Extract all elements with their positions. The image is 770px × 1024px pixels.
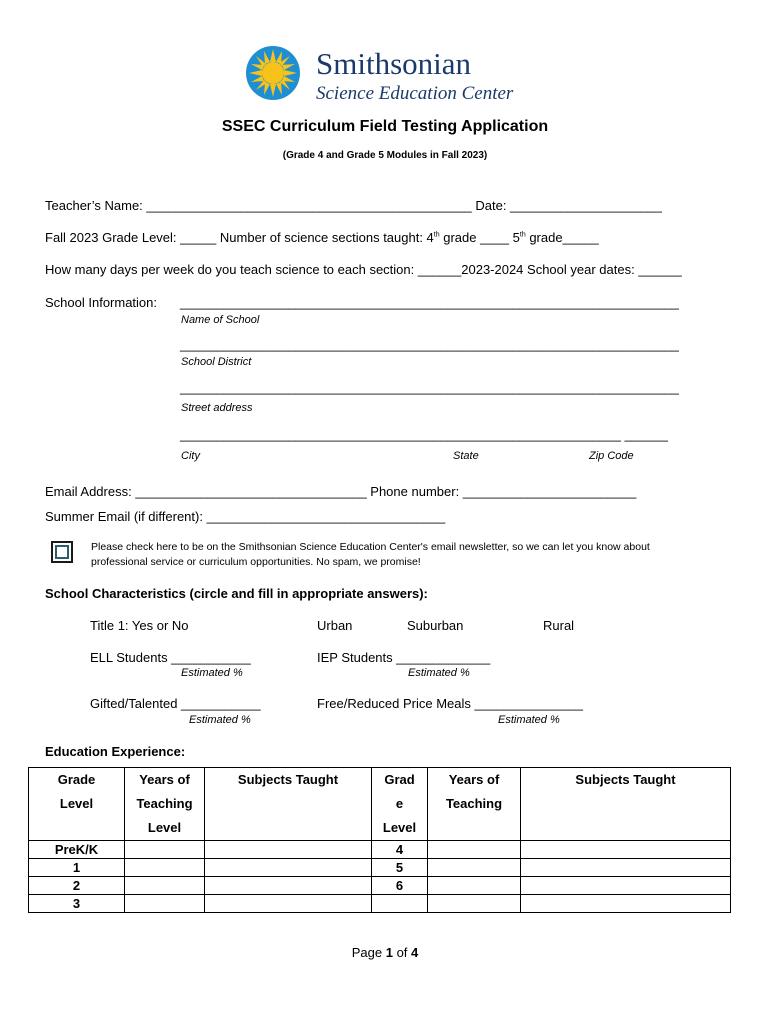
school-district-field[interactable]: _____________________________________________________________________	[180, 337, 679, 352]
city-label: City	[181, 450, 200, 462]
teacher-name-date-line[interactable]: Teacher’s Name: _____________________________________________ Date: _____________________	[45, 198, 662, 213]
years-cell[interactable]	[125, 841, 205, 859]
years-cell[interactable]	[428, 859, 521, 877]
gifted-estimated-label: Estimated %	[189, 714, 251, 726]
urban-option[interactable]: Urban	[317, 618, 353, 633]
header-subjects-taught: Subjects Taught	[205, 768, 372, 841]
grade-cell: 6	[372, 877, 428, 895]
suburban-option[interactable]: Suburban	[407, 618, 464, 633]
gifted-talented-field[interactable]: Gifted/Talented ___________	[90, 696, 261, 711]
page-total: 4	[411, 945, 419, 960]
iep-students-field[interactable]: IEP Students _____________	[317, 650, 491, 665]
grade-level-line[interactable]	[45, 230, 599, 245]
education-heading: Education Experience:	[45, 744, 186, 759]
street-address-label: Street address	[181, 402, 253, 414]
subjects-cell[interactable]	[205, 895, 372, 913]
newsletter-text-2: professional service or curriculum opportunities. No spam, we promise!	[91, 556, 421, 568]
school-district-label: School District	[181, 356, 252, 368]
smithsonian-sun-logo-icon	[245, 45, 301, 101]
name-of-school-label: Name of School	[181, 314, 260, 326]
characteristics-heading: School Characteristics (circle and fill in appropriate answers):	[45, 586, 428, 601]
grade-end-text: grade_____	[525, 230, 599, 245]
document-subtitle: (Grade 4 and Grade 5 Modules in Fall 2023)	[282, 150, 488, 161]
table-row	[29, 877, 731, 895]
subjects-cell[interactable]	[205, 859, 372, 877]
subjects-cell[interactable]	[205, 841, 372, 859]
page-label: Page	[351, 945, 383, 960]
grade-cell: 1	[29, 859, 125, 877]
city-state-zip-field[interactable]: _____________________________________________________________ ______	[180, 427, 669, 442]
street-address-field[interactable]: _____________________________________________________________________	[180, 380, 679, 395]
years-cell[interactable]	[428, 841, 521, 859]
email-phone-line[interactable]: Email Address: ________________________________ Phone number: ________________________	[45, 484, 637, 499]
page-number	[0, 945, 770, 960]
document-title: SSEC Curriculum Field Testing Application	[221, 118, 549, 135]
iep-estimated-label: Estimated %	[408, 667, 470, 679]
subjects-cell[interactable]	[521, 877, 731, 895]
newsletter-checkbox[interactable]	[51, 541, 73, 563]
header-subjects-taught-2: Subjects Taught	[521, 768, 731, 841]
subjects-cell[interactable]	[521, 895, 731, 913]
grade-level-text: Fall 2023 Grade Level: _____ Number of science sections taught: 4	[45, 230, 434, 245]
school-name-field[interactable]: _____________________________________________________________________	[180, 295, 679, 310]
newsletter-text-1: Please check here to be on the Smithsonian Science Education Center's email newsletter, so we can let you know about	[91, 541, 650, 553]
header-grade-level: Grade Level	[29, 768, 125, 841]
grade-cell: 4	[372, 841, 428, 859]
logo-subtitle: Science Education Center	[316, 83, 514, 104]
header-grade-level-2: Grad e Level	[372, 768, 428, 841]
grade-mid-text: grade ____ 5	[439, 230, 520, 245]
page-current: 1	[385, 945, 393, 960]
school-info-label: School Information:	[45, 295, 158, 310]
subjects-cell[interactable]	[521, 841, 731, 859]
table-header-row	[29, 768, 731, 841]
summer-email-line[interactable]: Summer Email (if different): _________________________________	[45, 509, 446, 524]
zip-label: Zip Code	[589, 450, 634, 462]
table-row	[29, 859, 731, 877]
rural-option[interactable]: Rural	[543, 618, 575, 633]
grade-cell: 2	[29, 877, 125, 895]
subjects-cell[interactable]	[521, 859, 731, 877]
years-cell[interactable]	[125, 895, 205, 913]
ell-students-field[interactable]: ELL Students ___________	[90, 650, 251, 665]
grade-cell: PreK/K	[29, 841, 125, 859]
years-cell[interactable]	[125, 877, 205, 895]
free-reduced-meals-field[interactable]: Free/Reduced Price Meals _______________	[317, 696, 583, 711]
grade-cell: 5	[372, 859, 428, 877]
logo-name: Smithsonian	[316, 46, 472, 81]
days-per-week-line[interactable]: How many days per week do you teach science to each section: ______2023-2024 School year dates: ______	[45, 262, 682, 277]
years-cell[interactable]	[428, 895, 521, 913]
grade5-sup: th	[519, 231, 526, 239]
grade-cell: 3	[29, 895, 125, 913]
table-row	[29, 895, 731, 913]
education-table	[28, 767, 731, 913]
title1-option[interactable]: Title 1: Yes or No	[90, 618, 189, 633]
ell-estimated-label: Estimated %	[181, 667, 243, 679]
page-of: of	[396, 945, 408, 960]
frpm-estimated-label: Estimated %	[498, 714, 560, 726]
table-row	[29, 841, 731, 859]
header-years-teaching: Years of Teaching Level	[125, 768, 205, 841]
grade4-sup: th	[433, 231, 440, 239]
subjects-cell[interactable]	[205, 877, 372, 895]
header-years-teaching-2: Years of Teaching	[428, 768, 521, 841]
years-cell[interactable]	[428, 877, 521, 895]
state-label: State	[453, 450, 479, 462]
years-cell[interactable]	[125, 859, 205, 877]
grade-cell	[372, 895, 428, 913]
